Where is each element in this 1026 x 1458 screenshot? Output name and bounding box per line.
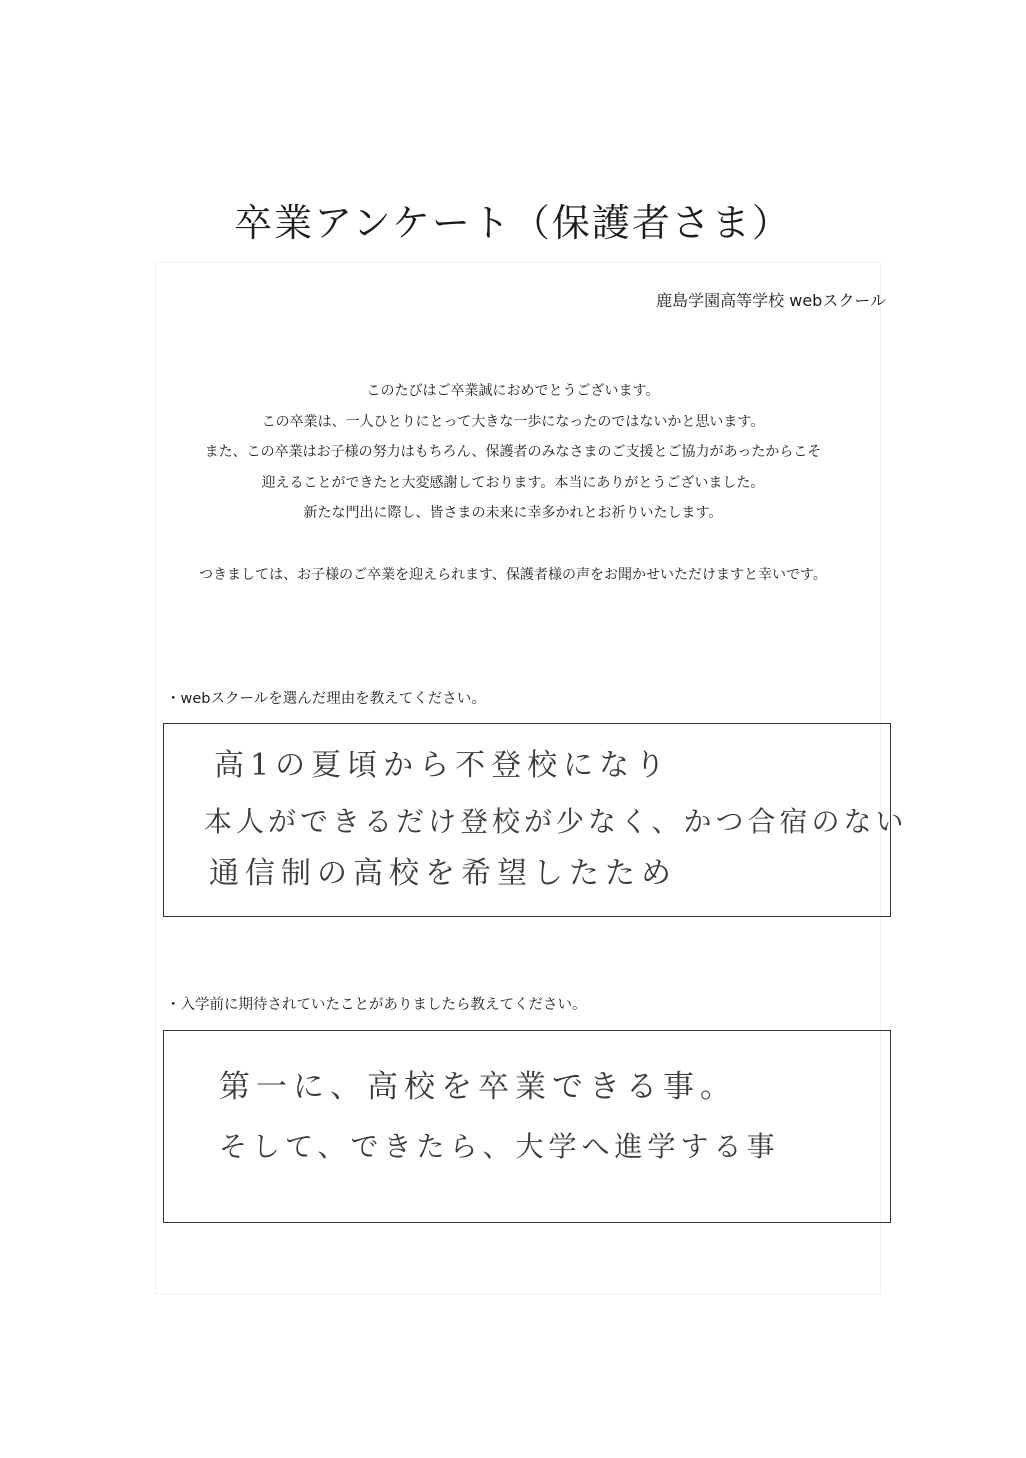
question-2-label: ・入学前に期待されていたことがありましたら教えてください。 <box>166 997 587 1013</box>
answer-2-line-1: 第一に、高校を卒業できる事。 <box>219 1069 737 1105</box>
answer-2-box[interactable] <box>163 1030 891 1223</box>
intro-line: 迎えることができたと大変感謝しております。本当にありがとうございました。 <box>261 474 765 491</box>
answer-1-line-1: 高1の夏頃から不登校になり <box>214 748 672 783</box>
answer-1-line-3: 通信制の高校を希望したため <box>209 856 677 891</box>
intro-line: また、この卒業はお子様の努力はもちろん、保護者のみなさまのご支援とご協力があったからこそ <box>204 444 822 460</box>
answer-1-box[interactable] <box>163 723 908 917</box>
answer-2-line-2: そして、できたら、大学へ進学する事 <box>219 1130 780 1163</box>
intro-line: 新たな門出に際し、皆さまの未来に幸多かれとお祈りいたします。 <box>303 505 723 521</box>
intro-line: このたびはご卒業誠におめでとうございます。 <box>366 383 660 399</box>
intro-line: この卒業は、一人ひとりにとって大きな一歩になったのではないかと思います。 <box>261 413 765 430</box>
answer-1-line-2: 本人ができるだけ登校が少なく、かつ合宿のない <box>204 805 908 838</box>
page-title: 卒業アンケート（保護者さま） <box>234 201 792 245</box>
intro-message <box>0 376 1026 529</box>
question-1-label: ・webスクールを選んだ理由を教えてください。 <box>166 691 486 707</box>
request-text: つきましては、お子様のご卒業を迎えられます、保護者様の声をお聞かせいただけますと幸いです。 <box>199 567 827 583</box>
school-name: 鹿島学園高等学校 webスクール <box>656 291 886 310</box>
